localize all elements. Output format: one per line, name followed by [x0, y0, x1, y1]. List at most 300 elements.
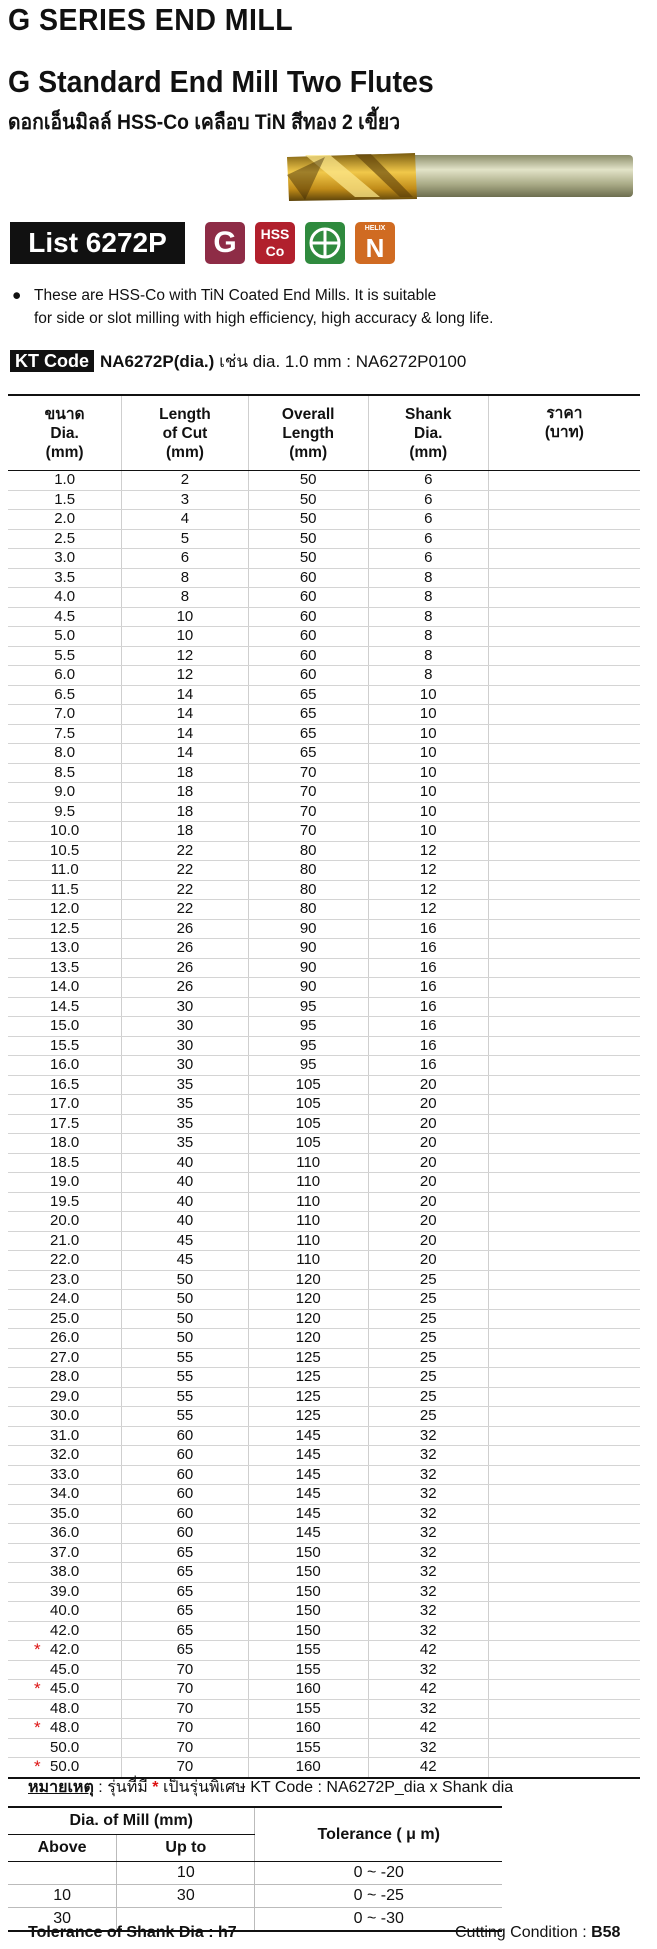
cell-dia: 7.5 [8, 724, 122, 744]
cell-dia: 13.0 [8, 939, 122, 959]
cell-dia: 15.0 [8, 1017, 122, 1037]
cell-dia: 7.0 [8, 705, 122, 725]
cell-dia: 21.0 [8, 1231, 122, 1251]
table-row [8, 1251, 640, 1271]
table-row [8, 607, 640, 627]
cell-price [488, 978, 640, 998]
cell-overall-length: 60 [248, 588, 368, 608]
table-row [8, 1095, 640, 1115]
table-row [8, 1582, 640, 1602]
cell-price [488, 588, 640, 608]
cell-dia: 24.0 [8, 1290, 122, 1310]
g-series-badge: G [205, 222, 245, 264]
table-row [8, 1426, 640, 1446]
cell-shank-dia: 6 [368, 529, 488, 549]
cell-length-of-cut: 10 [122, 627, 248, 647]
cell-dia: 11.5 [8, 880, 122, 900]
cell-price [488, 1641, 640, 1661]
cell-price [488, 1465, 640, 1485]
cell-shank-dia: 25 [368, 1368, 488, 1388]
cell-length-of-cut: 65 [122, 1582, 248, 1602]
cell-shank-dia: 10 [368, 724, 488, 744]
col-dia: ขนาด Dia. (mm) [8, 395, 122, 471]
spec-table [8, 394, 640, 1779]
cell-dia: 36.0 [8, 1524, 122, 1544]
cell-length-of-cut: 45 [122, 1251, 248, 1271]
cell-shank-dia: 20 [368, 1134, 488, 1154]
cell-overall-length: 120 [248, 1309, 368, 1329]
cell-length-of-cut: 14 [122, 705, 248, 725]
cell-shank-dia: 32 [368, 1504, 488, 1524]
cell-overall-length: 65 [248, 744, 368, 764]
cell-price [488, 1485, 640, 1505]
cell-overall-length: 105 [248, 1075, 368, 1095]
table-row [8, 1036, 640, 1056]
cell-dia: 35.0 [8, 1504, 122, 1524]
cell-price [488, 1173, 640, 1193]
cell-shank-dia: 8 [368, 607, 488, 627]
cell-dia: 15.5 [8, 1036, 122, 1056]
cell-overall-length: 145 [248, 1446, 368, 1466]
cell-shank-dia: 8 [368, 568, 488, 588]
cell-dia: 28.0 [8, 1368, 122, 1388]
table-row [8, 978, 640, 998]
cell-overall-length: 120 [248, 1290, 368, 1310]
table-row [8, 939, 640, 959]
cell-overall-length: 50 [248, 549, 368, 569]
cell-overall-length: 110 [248, 1212, 368, 1232]
cell-dia: 1.5 [8, 490, 122, 510]
cell-dia: 18.5 [8, 1153, 122, 1173]
hss-badge-line2: Co [265, 243, 285, 259]
cell-dia: 16.0 [8, 1056, 122, 1076]
cell-length-of-cut: 55 [122, 1348, 248, 1368]
cell-overall-length: 90 [248, 958, 368, 978]
cell-dia: * 45.0 [8, 1680, 122, 1700]
cell-shank-dia: 8 [368, 588, 488, 608]
cell-dia: 50.0 [8, 1738, 122, 1758]
cell-length-of-cut: 22 [122, 900, 248, 920]
cell-overall-length: 60 [248, 568, 368, 588]
kt-code-line [10, 348, 466, 375]
cell-price [488, 763, 640, 783]
cell-dia: 40.0 [8, 1602, 122, 1622]
cell-length-of-cut: 70 [122, 1680, 248, 1700]
cell-dia: 22.0 [8, 1251, 122, 1271]
cell-price [488, 1387, 640, 1407]
cell-length-of-cut: 12 [122, 666, 248, 686]
cell-overall-length: 65 [248, 705, 368, 725]
cell-price [488, 490, 640, 510]
cell-price [488, 1153, 640, 1173]
cell-length-of-cut: 26 [122, 939, 248, 959]
cell-length-of-cut: 18 [122, 763, 248, 783]
cell-length-of-cut: 30 [122, 1017, 248, 1037]
special-note: หมายเหตุ : รุ่นที่มี * เป็นรุ่นพิเศษ KT Code : NA6272P_dia x Shank dia [28, 1779, 514, 1796]
cell-shank-dia: 25 [368, 1329, 488, 1349]
cell-shank-dia: 16 [368, 997, 488, 1017]
col-shank-dia: Shank Dia. (mm) [368, 395, 488, 471]
cell-length-of-cut: 60 [122, 1524, 248, 1544]
cell-shank-dia: 10 [368, 783, 488, 803]
cell-dia: 8.0 [8, 744, 122, 764]
table-row [8, 763, 640, 783]
cell-price [488, 744, 640, 764]
table-row [8, 685, 640, 705]
cell-dia: 4.0 [8, 588, 122, 608]
cell-dia: 26.0 [8, 1329, 122, 1349]
cell-price [488, 1348, 640, 1368]
cell-length-of-cut: 12 [122, 646, 248, 666]
table-row [8, 1173, 640, 1193]
cell-shank-dia: 10 [368, 822, 488, 842]
cell-dia: 10.0 [8, 822, 122, 842]
cell-shank-dia: 42 [368, 1758, 488, 1778]
cell-shank-dia: 32 [368, 1524, 488, 1544]
cell-shank-dia: 42 [368, 1641, 488, 1661]
special-star-icon: * [34, 1679, 41, 1698]
cell-price [488, 861, 640, 881]
table-row [8, 1309, 640, 1329]
cell-price [488, 1680, 640, 1700]
col-length-of-cut: Length of Cut (mm) [122, 395, 248, 471]
table-row [8, 510, 640, 530]
tol-row: 10 0 ~ -20 [8, 1862, 502, 1885]
cell-overall-length: 120 [248, 1329, 368, 1349]
cell-price [488, 1407, 640, 1427]
table-row [8, 627, 640, 647]
table-row [8, 1192, 640, 1212]
cell-overall-length: 90 [248, 939, 368, 959]
cell-dia: 1.0 [8, 471, 122, 491]
cell-dia: 42.0 [8, 1621, 122, 1641]
cell-length-of-cut: 26 [122, 919, 248, 939]
table-row [8, 1543, 640, 1563]
cell-dia: 34.0 [8, 1485, 122, 1505]
cell-dia: 23.0 [8, 1270, 122, 1290]
cell-overall-length: 145 [248, 1426, 368, 1446]
cell-shank-dia: 10 [368, 763, 488, 783]
cell-price [488, 1114, 640, 1134]
cell-dia: 48.0 [8, 1699, 122, 1719]
special-star-icon: * [34, 1640, 41, 1659]
cell-overall-length: 155 [248, 1699, 368, 1719]
list-number: List 6272P [10, 222, 185, 264]
cell-length-of-cut: 65 [122, 1641, 248, 1661]
cell-length-of-cut: 18 [122, 822, 248, 842]
cell-dia: 9.0 [8, 783, 122, 803]
table-row [8, 1407, 640, 1427]
cell-price [488, 1017, 640, 1037]
cell-dia: 30.0 [8, 1407, 122, 1427]
cell-price [488, 1134, 640, 1154]
cell-length-of-cut: 10 [122, 607, 248, 627]
cell-length-of-cut: 14 [122, 685, 248, 705]
table-row [8, 1075, 640, 1095]
cell-dia: 19.5 [8, 1192, 122, 1212]
cell-price [488, 1504, 640, 1524]
tolerance-table [8, 1806, 502, 1932]
cell-price [488, 1231, 640, 1251]
table-row [8, 1563, 640, 1583]
cell-length-of-cut: 22 [122, 880, 248, 900]
cell-length-of-cut: 18 [122, 802, 248, 822]
cell-price [488, 1738, 640, 1758]
cell-overall-length: 155 [248, 1738, 368, 1758]
cell-overall-length: 70 [248, 802, 368, 822]
cell-overall-length: 160 [248, 1719, 368, 1739]
table-row [8, 1465, 640, 1485]
cell-shank-dia: 16 [368, 919, 488, 939]
cell-overall-length: 70 [248, 822, 368, 842]
cell-length-of-cut: 60 [122, 1485, 248, 1505]
cell-overall-length: 145 [248, 1504, 368, 1524]
cell-price [488, 724, 640, 744]
cell-shank-dia: 32 [368, 1602, 488, 1622]
cell-overall-length: 155 [248, 1660, 368, 1680]
table-row [8, 1348, 640, 1368]
cell-price [488, 1660, 640, 1680]
cell-dia: 31.0 [8, 1426, 122, 1446]
cell-price [488, 1270, 640, 1290]
cell-overall-length: 120 [248, 1270, 368, 1290]
cutting-condition-label: Cutting Condition : [455, 1924, 592, 1941]
cell-overall-length: 150 [248, 1582, 368, 1602]
cell-shank-dia: 12 [368, 861, 488, 881]
table-row [8, 568, 640, 588]
cell-shank-dia: 25 [368, 1407, 488, 1427]
cell-dia: 20.0 [8, 1212, 122, 1232]
cell-overall-length: 155 [248, 1641, 368, 1661]
cell-length-of-cut: 40 [122, 1153, 248, 1173]
cell-shank-dia: 16 [368, 939, 488, 959]
cell-overall-length: 60 [248, 607, 368, 627]
cell-length-of-cut: 3 [122, 490, 248, 510]
table-row [8, 997, 640, 1017]
cell-overall-length: 105 [248, 1095, 368, 1115]
table-row [8, 1699, 640, 1719]
cell-dia: 12.0 [8, 900, 122, 920]
cell-length-of-cut: 50 [122, 1309, 248, 1329]
cell-length-of-cut: 35 [122, 1134, 248, 1154]
series-title: G SERIES END MILL [8, 2, 294, 37]
cell-shank-dia: 32 [368, 1699, 488, 1719]
cell-shank-dia: 25 [368, 1270, 488, 1290]
product-title: G Standard End Mill Two Flutes [8, 64, 434, 99]
cell-dia: 14.0 [8, 978, 122, 998]
cell-length-of-cut: 65 [122, 1543, 248, 1563]
cell-length-of-cut: 4 [122, 510, 248, 530]
cell-shank-dia: 20 [368, 1153, 488, 1173]
cell-dia: 6.5 [8, 685, 122, 705]
col-overall-length: Overall Length (mm) [248, 395, 368, 471]
cell-price [488, 802, 640, 822]
cell-overall-length: 95 [248, 1017, 368, 1037]
cell-dia: * 48.0 [8, 1719, 122, 1739]
cell-shank-dia: 12 [368, 900, 488, 920]
cell-dia: 18.0 [8, 1134, 122, 1154]
table-row [8, 529, 640, 549]
table-row [8, 841, 640, 861]
cell-shank-dia: 16 [368, 978, 488, 998]
cell-price [488, 646, 640, 666]
tol-row: 30 0 ~ -30 [8, 1908, 502, 1932]
cell-shank-dia: 20 [368, 1251, 488, 1271]
cell-length-of-cut: 70 [122, 1738, 248, 1758]
kt-code-label: KT Code [10, 350, 94, 372]
cell-price [488, 1290, 640, 1310]
cell-shank-dia: 25 [368, 1387, 488, 1407]
cell-dia: 5.5 [8, 646, 122, 666]
helix-badge [355, 222, 395, 264]
cell-shank-dia: 20 [368, 1075, 488, 1095]
cell-price [488, 900, 640, 920]
cell-dia: 2.0 [8, 510, 122, 530]
table-row [8, 1387, 640, 1407]
cell-length-of-cut: 22 [122, 861, 248, 881]
cell-dia: 4.5 [8, 607, 122, 627]
cell-overall-length: 150 [248, 1563, 368, 1583]
tol-value-header: Tolerance ( μ m) [255, 1807, 502, 1862]
cell-dia: 5.0 [8, 627, 122, 647]
cell-price [488, 1251, 640, 1271]
cell-price [488, 1563, 640, 1583]
hss-co-badge [255, 222, 295, 264]
cell-price [488, 627, 640, 647]
table-row [8, 549, 640, 569]
cell-length-of-cut: 6 [122, 549, 248, 569]
cell-price [488, 705, 640, 725]
cell-shank-dia: 12 [368, 880, 488, 900]
cell-dia: 32.0 [8, 1446, 122, 1466]
cell-dia: 8.5 [8, 763, 122, 783]
description-line1: These are HSS-Co with TiN Coated End Mills. It is suitable [34, 287, 437, 304]
table-row [8, 1056, 640, 1076]
table-row [8, 705, 640, 725]
cell-price [488, 1699, 640, 1719]
cell-length-of-cut: 60 [122, 1446, 248, 1466]
cell-shank-dia: 32 [368, 1465, 488, 1485]
cell-overall-length: 95 [248, 1056, 368, 1076]
table-row [8, 1017, 640, 1037]
cell-length-of-cut: 30 [122, 997, 248, 1017]
cell-overall-length: 80 [248, 841, 368, 861]
cell-shank-dia: 25 [368, 1348, 488, 1368]
cell-overall-length: 50 [248, 490, 368, 510]
cutting-condition-page: B58 [591, 1924, 621, 1941]
cell-dia: 12.5 [8, 919, 122, 939]
cell-overall-length: 50 [248, 471, 368, 491]
cell-dia: 14.5 [8, 997, 122, 1017]
cell-shank-dia: 25 [368, 1309, 488, 1329]
cell-length-of-cut: 70 [122, 1699, 248, 1719]
table-row [8, 1621, 640, 1641]
cell-dia: * 42.0 [8, 1641, 122, 1661]
cell-shank-dia: 6 [368, 549, 488, 569]
cell-shank-dia: 25 [368, 1290, 488, 1310]
cell-length-of-cut: 65 [122, 1563, 248, 1583]
table-row [8, 724, 640, 744]
cell-price [488, 1192, 640, 1212]
cell-overall-length: 160 [248, 1758, 368, 1778]
cell-price [488, 1212, 640, 1232]
kt-code-example: เช่น dia. 1.0 mm : NA6272P0100 [219, 352, 467, 371]
cell-length-of-cut: 50 [122, 1290, 248, 1310]
cell-price [488, 841, 640, 861]
cell-shank-dia: 32 [368, 1621, 488, 1641]
cell-shank-dia: 20 [368, 1114, 488, 1134]
cell-length-of-cut: 45 [122, 1231, 248, 1251]
cell-length-of-cut: 5 [122, 529, 248, 549]
cell-dia: 38.0 [8, 1563, 122, 1583]
cutting-condition [455, 1924, 620, 1942]
table-row [8, 588, 640, 608]
cell-price [488, 997, 640, 1017]
cell-shank-dia: 20 [368, 1212, 488, 1232]
cell-price [488, 1621, 640, 1641]
cell-price [488, 549, 640, 569]
cell-price [488, 1426, 640, 1446]
special-star-icon: * [34, 1757, 41, 1776]
table-row [8, 1485, 640, 1505]
cell-length-of-cut: 70 [122, 1719, 248, 1739]
cell-price [488, 471, 640, 491]
cell-overall-length: 90 [248, 978, 368, 998]
table-row [8, 1153, 640, 1173]
cell-dia: 2.5 [8, 529, 122, 549]
cell-dia: 3.0 [8, 549, 122, 569]
cell-price [488, 1524, 640, 1544]
cell-overall-length: 95 [248, 997, 368, 1017]
table-row [8, 900, 640, 920]
cell-length-of-cut: 30 [122, 1036, 248, 1056]
cell-shank-dia: 20 [368, 1095, 488, 1115]
cell-overall-length: 80 [248, 900, 368, 920]
cell-overall-length: 105 [248, 1114, 368, 1134]
cell-length-of-cut: 30 [122, 1056, 248, 1076]
table-row [8, 1738, 640, 1758]
cell-dia: 16.5 [8, 1075, 122, 1095]
cell-length-of-cut: 18 [122, 783, 248, 803]
cell-dia: 39.0 [8, 1582, 122, 1602]
table-row [8, 1114, 640, 1134]
cell-shank-dia: 6 [368, 490, 488, 510]
shank-tolerance: Tolerance of Shank Dia : h7 [28, 1924, 237, 1941]
cell-overall-length: 160 [248, 1680, 368, 1700]
note-text: รุ่นที่มี [107, 1779, 153, 1796]
cell-price [488, 1075, 640, 1095]
cell-length-of-cut: 26 [122, 958, 248, 978]
cell-price [488, 1368, 640, 1388]
cell-length-of-cut: 40 [122, 1173, 248, 1193]
cell-price [488, 1543, 640, 1563]
cell-dia: 10.5 [8, 841, 122, 861]
cell-overall-length: 125 [248, 1348, 368, 1368]
cell-price [488, 1446, 640, 1466]
cell-price [488, 880, 640, 900]
cell-overall-length: 70 [248, 763, 368, 783]
cell-length-of-cut: 55 [122, 1387, 248, 1407]
cell-shank-dia: 32 [368, 1660, 488, 1680]
table-row [8, 471, 640, 491]
table-row [8, 919, 640, 939]
table-row [8, 958, 640, 978]
cell-overall-length: 80 [248, 861, 368, 881]
cell-shank-dia: 32 [368, 1446, 488, 1466]
helix-label: HELIX [364, 225, 386, 232]
cell-length-of-cut: 8 [122, 568, 248, 588]
table-row [8, 1641, 640, 1661]
